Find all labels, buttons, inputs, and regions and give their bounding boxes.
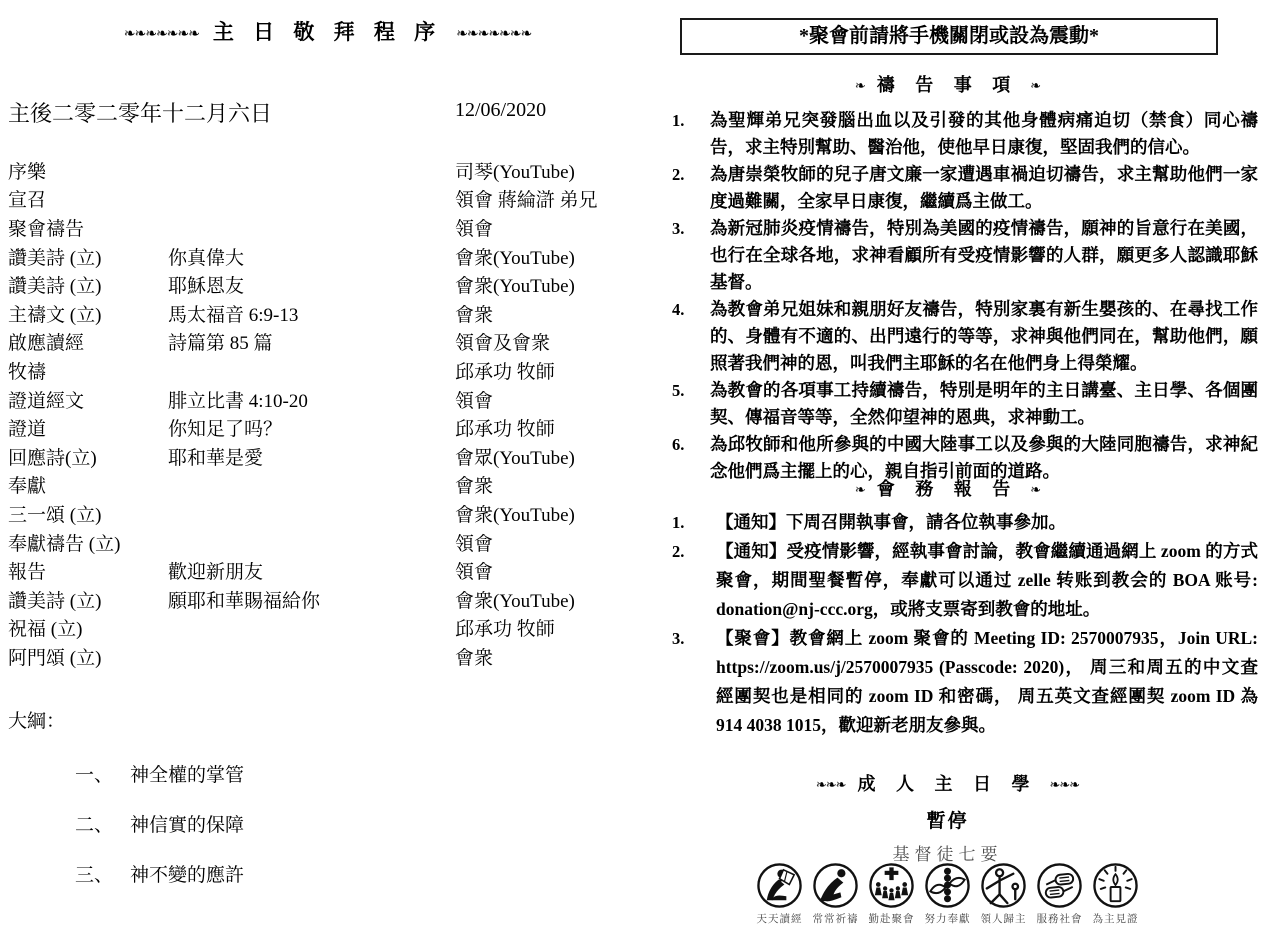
phone-silence-notice: *聚會前請將手機關閉或設為震動* xyxy=(680,18,1218,55)
program-role: 會衆(YouTube) xyxy=(455,504,575,526)
program-item: 聚會禱告 xyxy=(8,218,85,240)
program-row xyxy=(8,471,653,500)
prayer-item-number: 4. xyxy=(672,300,685,319)
essential-label: 為主見證 xyxy=(1092,913,1139,925)
program-detail: 你真偉大 xyxy=(168,247,245,269)
floral-ornament-icon: ❧ xyxy=(1030,483,1041,498)
program-detail: 詩篇第 85 篇 xyxy=(168,333,273,355)
prayer-item xyxy=(672,107,1258,161)
program-role: 會衆(YouTube) xyxy=(455,590,575,612)
floral-ornament-icon: ❧ xyxy=(854,79,865,94)
prayer-item-text: 為唐崇榮牧師的兒子唐文廉一家遭遇車禍迫切禱告，求主幫助他們一家度過難關，全家早日康復，繼續爲主做工。 xyxy=(710,164,1258,211)
prayer-item-number: 3. xyxy=(672,219,685,238)
outline-text: 神信實的保障 xyxy=(130,815,245,836)
program-row xyxy=(8,499,653,528)
announcement-text: 【聚會】教會網上 zoom 聚會的 Meeting ID: 2570007935，Join URL: https://zoom.us/j/2570007935 (Passcode: 2020)， 周三和周五的中文查經團契也是相同的 zoom ID 和密碼， 周五英文查經團契 zoom ID 為 914 4038 1015，歡迎新老朋友參與。 xyxy=(716,628,1258,735)
program-detail: 馬太福音 6:9-13 xyxy=(168,304,299,326)
program-detail: 願耶和華賜福給你 xyxy=(168,590,321,612)
essential-item xyxy=(1091,862,1141,926)
program-role: 領會 xyxy=(455,562,494,584)
program-role: 會眾(YouTube) xyxy=(455,447,575,469)
program-detail: 耶和華是愛 xyxy=(168,447,264,469)
floral-ornament-icon: ❧❧❧ xyxy=(815,778,846,793)
prayer-section-title: 禱 告 事 項 xyxy=(876,75,1019,95)
evangelism-icon xyxy=(980,862,1027,909)
announcements-list xyxy=(672,508,1258,740)
essential-item xyxy=(1035,862,1085,926)
prayer-item xyxy=(672,215,1258,296)
program-role: 領會及會衆 xyxy=(455,333,551,355)
program-item: 牧禱 xyxy=(8,361,47,383)
program-item: 回應詩(立) xyxy=(8,447,97,469)
prayer-item-text: 為聖輝弟兄突發腦出血以及引發的其他身體病痛迫切（禁食）同心禱告，求主特別幫助、醫治他，使他早日康復，堅固我們的信心。 xyxy=(710,110,1258,157)
prayer-item-number: 1. xyxy=(672,111,685,130)
program-row xyxy=(8,270,653,299)
program-role: 會衆 xyxy=(455,476,494,498)
prayer-item xyxy=(672,377,1258,431)
floral-ornament-icon: ❧❧❧❧❧❧❧ xyxy=(456,26,532,42)
program-row xyxy=(8,642,653,671)
essential-item xyxy=(979,862,1029,926)
prayer-item xyxy=(672,161,1258,215)
program-row xyxy=(8,556,653,585)
program-row xyxy=(8,299,653,328)
outline-number: 二、 xyxy=(75,815,114,836)
floral-ornament-icon: ❧ xyxy=(1030,79,1041,94)
program-role: 會衆(YouTube) xyxy=(455,247,575,269)
program-row xyxy=(8,242,653,271)
date-chinese: 主後二零二零年十二月六日 xyxy=(8,101,273,126)
outline-item xyxy=(75,760,244,787)
essential-item xyxy=(867,862,917,926)
prayer-section-header xyxy=(680,71,1215,97)
announcements-section-header xyxy=(680,475,1215,501)
program-item: 奉獻 xyxy=(8,476,47,498)
essential-item xyxy=(811,862,861,926)
announcement-text: 【通知】下周召開執事會，請各位執事參加。 xyxy=(716,512,1066,532)
floral-ornament-icon: ❧❧❧❧❧❧❧ xyxy=(123,26,199,42)
prayer-items-list xyxy=(672,107,1258,485)
date-numeric: 12/06/2020 xyxy=(455,99,547,121)
outline-item xyxy=(75,860,244,887)
outline-text: 神全權的掌管 xyxy=(130,765,245,786)
page-title: 主 日 敬 拜 程 序 xyxy=(212,20,443,44)
program-item: 讚美詩 (立) xyxy=(8,276,102,298)
program-item: 序樂 xyxy=(8,161,47,183)
program-row xyxy=(8,385,653,414)
service-icon xyxy=(1036,862,1083,909)
essential-item xyxy=(755,862,805,926)
program-row xyxy=(8,156,653,185)
essential-label: 領人歸主 xyxy=(980,913,1027,925)
program-role: 領會 xyxy=(455,390,494,412)
essential-label: 天天讀經 xyxy=(756,913,803,925)
program-row xyxy=(8,614,653,643)
program-item: 奉獻禱告 (立) xyxy=(8,533,121,555)
essential-label: 服務社會 xyxy=(1036,913,1083,925)
program-item: 報告 xyxy=(8,562,47,584)
sunday-school-title: 成 人 主 日 學 xyxy=(857,774,1038,794)
seven-essentials-title: 基督徒七要 xyxy=(892,845,1003,864)
program-item: 祝福 (立) xyxy=(8,619,83,641)
program-row xyxy=(8,213,653,242)
program-item: 三一頌 (立) xyxy=(8,504,102,526)
program-item: 主禱文 (立) xyxy=(8,304,102,326)
program-detail: 耶穌恩友 xyxy=(168,276,245,298)
witness-icon xyxy=(1092,862,1139,909)
seven-essentials-icons xyxy=(680,862,1215,926)
program-item: 啟應讀經 xyxy=(8,333,85,355)
program-item: 宣召 xyxy=(8,190,47,212)
worship-program-header xyxy=(0,16,655,46)
program-row xyxy=(8,356,653,385)
congregation-icon xyxy=(868,862,915,909)
program-role: 會衆 xyxy=(455,647,494,669)
announcement-number: 1. xyxy=(672,513,685,532)
floral-ornament-icon: ❧ xyxy=(854,483,865,498)
program-detail: 你知足了吗？ xyxy=(168,419,283,441)
program-item: 讚美詩 (立) xyxy=(8,247,102,269)
program-role: 會衆(YouTube) xyxy=(455,276,575,298)
announcement-text: 【通知】受疫情影響，經執事會討論，教會繼續通過網上 zoom 的方式聚會，期間聖餐暫停，奉獻可以通过 zelle 转账到教会的 BOA 账号: donation@nj-ccc.org，或將支票寄到教會的地址。 xyxy=(716,541,1258,619)
program-role: 邱承功 牧師 xyxy=(455,419,555,441)
prayer-item-text: 為邱牧師和他所參與的中國大陸事工以及參與的大陸同胞禱告，求神紀念他們爲主擺上的心，親自指引前面的道路。 xyxy=(710,434,1258,481)
program-row xyxy=(8,328,653,357)
prayer-item xyxy=(672,296,1258,377)
announcement-number: 3. xyxy=(672,629,685,648)
program-detail: 歡迎新朋友 xyxy=(168,562,264,584)
prayer-icon xyxy=(812,862,859,909)
program-item: 讚美詩 (立) xyxy=(8,590,102,612)
outline-number: 一、 xyxy=(75,765,114,786)
announcement-number: 2. xyxy=(672,542,685,561)
sermon-outline-title: 大綱： xyxy=(8,711,66,732)
program-row xyxy=(8,185,653,214)
announcement-item xyxy=(672,537,1258,624)
worship-program-list xyxy=(8,156,653,671)
program-role: 領會 xyxy=(455,533,494,555)
program-row xyxy=(8,528,653,557)
program-item: 阿門頌 (立) xyxy=(8,647,102,669)
program-role: 司琴(YouTube) xyxy=(455,161,575,183)
announcement-item xyxy=(672,508,1258,537)
essential-item xyxy=(923,862,973,926)
essential-label: 勤赴聚會 xyxy=(868,913,915,925)
offering-icon xyxy=(924,862,971,909)
sunday-school-header xyxy=(680,770,1215,796)
prayer-item-number: 5. xyxy=(672,381,685,400)
bible-reading-icon xyxy=(756,862,803,909)
program-row xyxy=(8,585,653,614)
outline-number: 三、 xyxy=(75,865,114,886)
sunday-school-status: 暫停 xyxy=(926,811,969,832)
outline-item xyxy=(75,810,244,837)
floral-ornament-icon: ❧❧❧ xyxy=(1049,778,1080,793)
program-role: 領會 蔣綸滸 弟兄 xyxy=(455,190,598,212)
essential-label: 努力奉獻 xyxy=(924,913,971,925)
program-item: 證道經文 xyxy=(8,390,85,412)
prayer-item-text: 為教會弟兄姐妹和親朋好友禱告，特別家裏有新生嬰孩的、在尋找工作的、身體有不適的、出門遠行的等等，求神與他們同在，幫助他們，願照著我們神的恩，叫我們主耶穌的名在他們身上得榮耀。 xyxy=(710,299,1258,373)
prayer-item-text: 為新冠肺炎疫情禱告，特別為美國的疫情禱告，願神的旨意行在美國，也行在全球各地，求神看顧所有受疫情影響的人群，願更多人認識耶穌基督。 xyxy=(710,218,1258,292)
outline-text: 神不變的應許 xyxy=(130,865,245,886)
program-row xyxy=(8,442,653,471)
program-role: 會衆 xyxy=(455,304,494,326)
program-role: 邱承功 牧師 xyxy=(455,361,555,383)
program-detail: 腓立比書 4:10-20 xyxy=(168,390,308,412)
program-item: 證道 xyxy=(8,419,47,441)
prayer-item-number: 6. xyxy=(672,435,685,454)
program-row xyxy=(8,413,653,442)
announcements-section-title: 會 務 報 告 xyxy=(876,479,1019,499)
program-role: 邱承功 牧師 xyxy=(455,619,555,641)
announcement-item xyxy=(672,624,1258,740)
prayer-item-text: 為教會的各項事工持續禱告，特別是明年的主日講臺、主日學、各個團契、傳福音等等，全然仰望神的恩典，求神動工。 xyxy=(710,380,1258,427)
program-role: 領會 xyxy=(455,218,494,240)
essential-label: 常常祈禱 xyxy=(812,913,859,925)
prayer-item-number: 2. xyxy=(672,165,685,184)
